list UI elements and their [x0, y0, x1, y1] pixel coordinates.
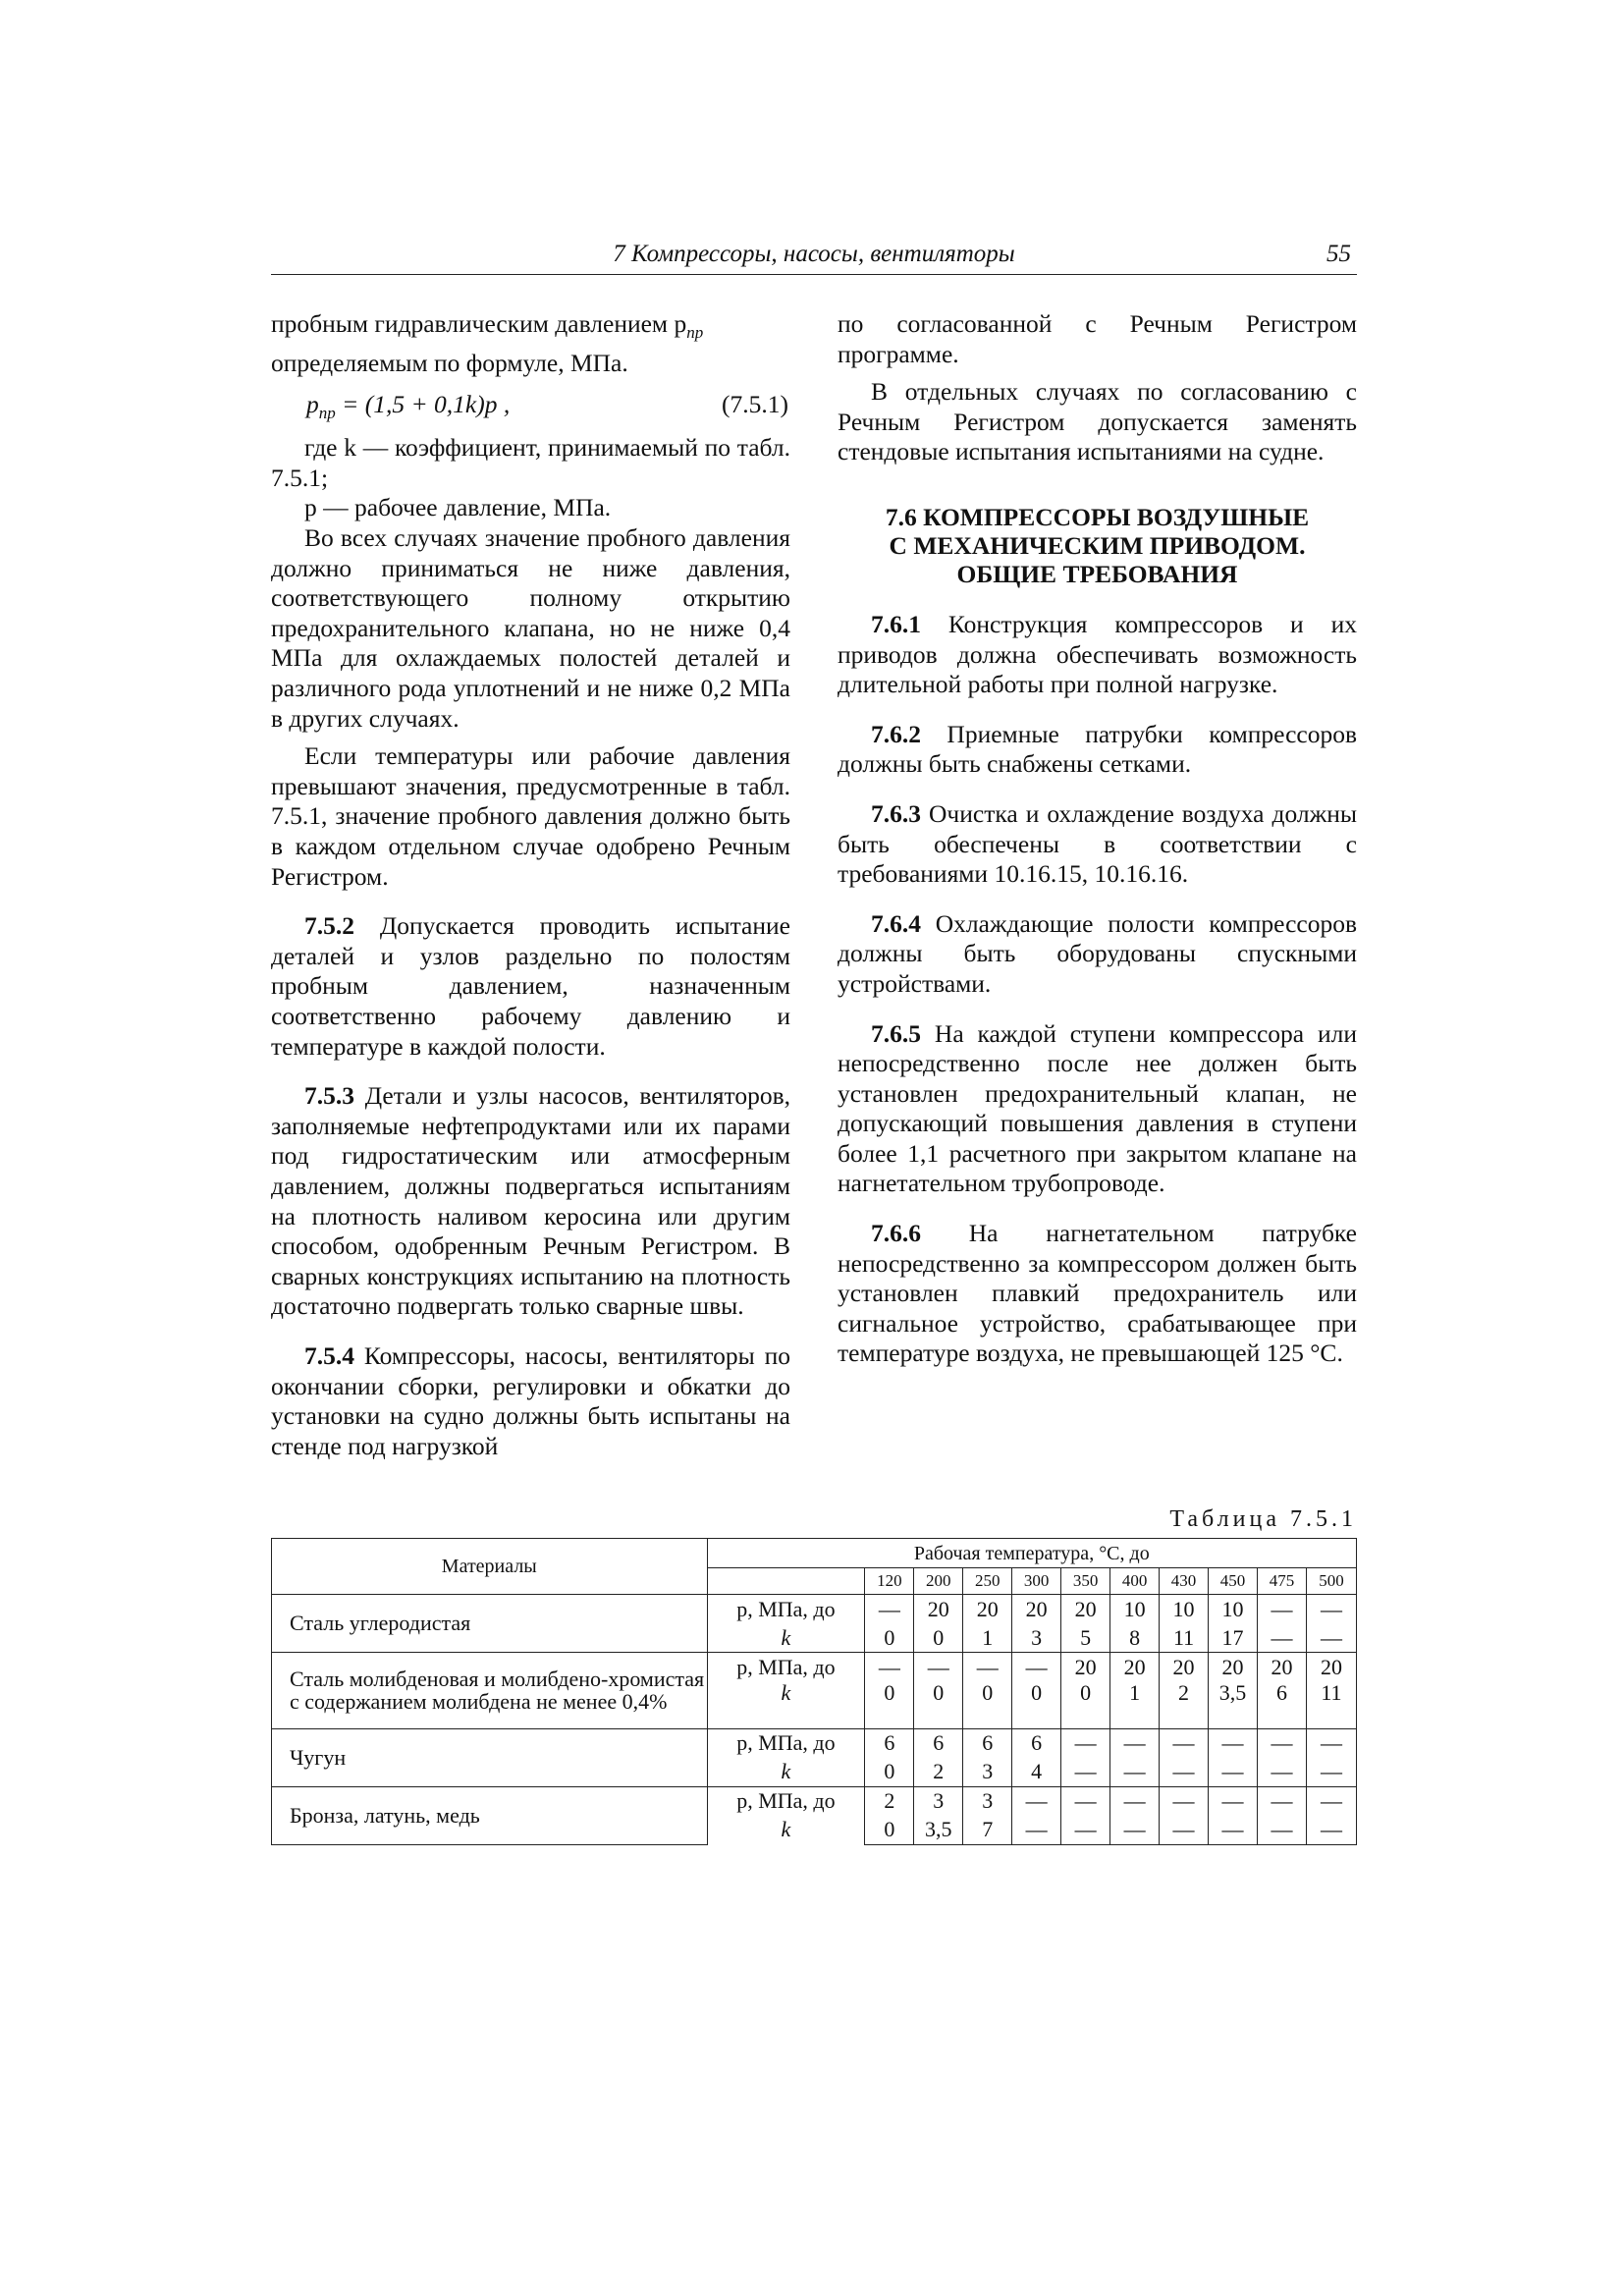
value-k-cell: 0: [1012, 1681, 1061, 1728]
temp-header-cell: 200: [914, 1568, 963, 1595]
clause-7-5-4: 7.5.4 Компрессоры, насосы, вентиляторы по окончании сборки, регулировки и обкатки до установки на судно должны быть испытаны на стенде под нагрузкой: [271, 1340, 790, 1460]
clause-7-6-4: 7.6.4 Охлаждающие полости компрессоров должны быть оборудованы спускными устройствами.: [838, 908, 1357, 998]
value-k-cell: —: [1110, 1758, 1160, 1787]
clause-7-6-1: 7.6.1 Конструкция компрессоров и их приводов должна обеспечивать возможность длительной работы при полной нагрузке.: [838, 609, 1357, 699]
right-column: [838, 309, 1357, 1369]
value-p-cell: 20: [1160, 1653, 1209, 1682]
value-k-cell: 0: [865, 1816, 914, 1845]
value-p-cell: 20: [1257, 1653, 1306, 1682]
value-p-cell: 20: [1061, 1595, 1110, 1624]
value-p-cell: 3: [963, 1786, 1012, 1816]
value-k-cell: 0: [963, 1681, 1012, 1728]
param-k-cell: k: [707, 1623, 865, 1653]
value-p-cell: 6: [963, 1728, 1012, 1758]
param-p-cell: p, МПа, до: [707, 1653, 865, 1682]
value-k-cell: 0: [914, 1681, 963, 1728]
paragraph-program: по согласованной с Речным Регистром программе.: [838, 309, 1357, 368]
value-p-cell: —: [1061, 1786, 1110, 1816]
formula-number: (7.5.1): [722, 390, 788, 419]
value-k-cell: —: [1257, 1816, 1306, 1845]
value-k-cell: —: [1257, 1623, 1306, 1653]
paragraph-all-cases: Во всех случаях значение пробного давления должно приниматься не ниже давления, соответствующего полному открытию предохранительного клапана, но не ниже 0,4 МПа для охлаждаемых полостей деталей и различного рода уплотнений и не ниже 0,2 МПа в других случаях.: [271, 523, 790, 733]
temp-header-cell: 450: [1209, 1568, 1258, 1595]
value-p-cell: 20: [1110, 1653, 1160, 1682]
clause-7-5-3: 7.5.3 Детали и узлы насосов, вентиляторов, заполняемые нефтепродуктами или их парами под гидростатическим или атмосферным давлением, должны подвергаться испытаниям на плотность наливом керосина или другим способом, одобренным Речным Регистром. В сварных конструкциях испытанию на плотность достаточно подвергать только сварные швы.: [271, 1081, 790, 1321]
value-p-cell: —: [963, 1653, 1012, 1682]
value-k-cell: 2: [1160, 1681, 1209, 1728]
value-p-cell: 20: [914, 1595, 963, 1624]
temp-header-cell: 120: [865, 1568, 914, 1595]
value-k-cell: —: [1306, 1623, 1356, 1653]
param-p-cell: p, МПа, до: [707, 1595, 865, 1624]
value-k-cell: 11: [1306, 1681, 1356, 1728]
page-header: [271, 239, 1357, 275]
value-p-cell: 20: [1012, 1595, 1061, 1624]
value-k-cell: 2: [914, 1758, 963, 1787]
header-materials: Материалы: [272, 1539, 708, 1595]
value-k-cell: 3,5: [914, 1816, 963, 1845]
value-k-cell: —: [1160, 1758, 1209, 1787]
value-p-cell: 6: [1012, 1728, 1061, 1758]
running-title: 7 Компрессоры, насосы, вентиляторы: [613, 241, 1015, 267]
value-k-cell: 1: [1110, 1681, 1160, 1728]
value-k-cell: 0: [865, 1681, 914, 1728]
temp-header-cell: 400: [1110, 1568, 1160, 1595]
value-p-cell: —: [1110, 1786, 1160, 1816]
value-p-cell: 6: [865, 1728, 914, 1758]
param-p-cell: p, МПа, до: [707, 1728, 865, 1758]
value-p-cell: —: [1257, 1786, 1306, 1816]
value-k-cell: —: [1257, 1758, 1306, 1787]
param-k-cell: k: [707, 1758, 865, 1787]
header-temperature: Рабочая температура, °C, до: [707, 1539, 1356, 1568]
where-k: где k — коэффициент, принимаемый по табл. 7.5.1;: [271, 433, 790, 492]
temp-header-cell: 430: [1160, 1568, 1209, 1595]
value-p-cell: —: [1257, 1728, 1306, 1758]
value-k-cell: 3: [963, 1758, 1012, 1787]
value-k-cell: 8: [1110, 1623, 1160, 1653]
section-heading-7-6: 7.6 КОМПРЕССОРЫ ВОЗДУШНЫЕ С МЕХАНИЧЕСКИМ ПРИВОДОМ. ОБЩИЕ ТРЕБОВАНИЯ: [885, 502, 1310, 588]
temp-header-cell: 300: [1012, 1568, 1061, 1595]
value-p-cell: —: [1061, 1728, 1110, 1758]
clause-7-6-3: 7.6.3 Очистка и охлаждение воздуха должны быть обеспечены в соответствии с требованиями 10.16.15, 10.16.16.: [838, 798, 1357, 889]
value-k-cell: 5: [1061, 1623, 1110, 1653]
value-p-cell: 2: [865, 1786, 914, 1816]
paragraph-intro: пробным гидравлическим давлением $p_{пр}$ определяемым по формуле, МПа.: [271, 309, 704, 377]
temp-header-cell: 475: [1257, 1568, 1306, 1595]
value-k-cell: —: [1209, 1758, 1258, 1787]
value-p-cell: —: [1160, 1786, 1209, 1816]
value-k-cell: 0: [1061, 1681, 1110, 1728]
value-k-cell: —: [1160, 1816, 1209, 1845]
left-column: [271, 309, 790, 1461]
value-k-cell: —: [1306, 1816, 1356, 1845]
param-k-cell: k: [707, 1681, 865, 1728]
value-p-cell: —: [1160, 1728, 1209, 1758]
clause-7-6-5: 7.6.5 На каждой ступени компрессора или непосредственно после нее должен быть установлен предохранительный клапан, не допускающий повышения давления в ступени более 1,1 расчетного при закрытом клапане на нагнетательном трубопроводе.: [838, 1018, 1357, 1198]
value-p-cell: —: [1306, 1728, 1356, 1758]
value-p-cell: —: [865, 1595, 914, 1624]
value-p-cell: —: [1012, 1786, 1061, 1816]
paragraph-special-cases: В отдельных случаях по согласованию с Речным Регистром допускается заменять стендовые испытания испытаниями на судне.: [838, 377, 1357, 466]
material-cell: Чугун: [272, 1728, 708, 1786]
value-k-cell: —: [1209, 1816, 1258, 1845]
value-k-cell: —: [1110, 1816, 1160, 1845]
value-k-cell: 17: [1209, 1623, 1258, 1653]
value-k-cell: 4: [1012, 1758, 1061, 1787]
value-p-cell: 3: [914, 1786, 963, 1816]
value-p-cell: 10: [1110, 1595, 1160, 1624]
value-p-cell: —: [1110, 1728, 1160, 1758]
value-p-cell: —: [1306, 1786, 1356, 1816]
value-k-cell: 6: [1257, 1681, 1306, 1728]
value-p-cell: —: [914, 1653, 963, 1682]
value-k-cell: 0: [865, 1758, 914, 1787]
value-p-cell: 20: [963, 1595, 1012, 1624]
value-k-cell: 1: [963, 1623, 1012, 1653]
value-k-cell: —: [1061, 1758, 1110, 1787]
value-k-cell: 0: [865, 1623, 914, 1653]
clause-7-6-2: 7.6.2 Приемные патрубки компрессоров должны быть снабжены сетками.: [838, 719, 1357, 779]
temp-header-cell: 250: [963, 1568, 1012, 1595]
value-k-cell: 0: [914, 1623, 963, 1653]
temp-header-cell: 500: [1306, 1568, 1356, 1595]
value-p-cell: 10: [1209, 1595, 1258, 1624]
value-p-cell: —: [1306, 1595, 1356, 1624]
value-k-cell: 3: [1012, 1623, 1061, 1653]
where-p: p — рабочее давление, МПа.: [304, 493, 612, 522]
value-p-cell: 20: [1209, 1653, 1258, 1682]
param-k-cell: k: [707, 1816, 865, 1845]
value-p-cell: 6: [914, 1728, 963, 1758]
value-k-cell: —: [1306, 1758, 1356, 1787]
material-cell: Сталь углеродистая: [272, 1595, 708, 1653]
value-k-cell: 3,5: [1209, 1681, 1258, 1728]
value-k-cell: —: [1061, 1816, 1110, 1845]
material-cell: Сталь молибденовая и молибдено-хромистая с содержанием молибдена не менее 0,4%: [272, 1653, 708, 1729]
value-p-cell: —: [1209, 1728, 1258, 1758]
value-k-cell: 7: [963, 1816, 1012, 1845]
value-p-cell: 20: [1061, 1653, 1110, 1682]
clause-7-5-2: 7.5.2 Допускается проводить испытание деталей и узлов раздельно по полостям пробным давлением, назначенным соответственно рабочему давлению и температуре в каждой полости.: [271, 911, 790, 1061]
value-k-cell: —: [1012, 1816, 1061, 1845]
paragraph-if-temperatures: Если температуры или рабочие давления превышают значения, предусмотренные в табл. 7.5.1, значение пробного давления должно быть в каждом отдельном случае одобрено Речным Регистром.: [271, 741, 790, 891]
table-7-5-1: [271, 1538, 1357, 1845]
page-number: 55: [1326, 241, 1351, 267]
value-k-cell: 11: [1160, 1623, 1209, 1653]
value-p-cell: —: [1257, 1595, 1306, 1624]
value-p-cell: —: [1012, 1653, 1061, 1682]
material-cell: Бронза, латунь, медь: [272, 1786, 708, 1844]
value-p-cell: —: [865, 1653, 914, 1682]
header-param-blank: [707, 1568, 865, 1595]
temp-header-cell: 350: [1061, 1568, 1110, 1595]
table-caption: Таблица 7.5.1: [1169, 1506, 1357, 1532]
clause-7-6-6: 7.6.6 На нагнетательном патрубке непосредственно за компрессором должен быть установлен плавкий предохранитель или сигнальное устройство, срабатывающее при температуре воздуха, не превышающей 125 °C.: [838, 1219, 1357, 1368]
param-p-cell: p, МПа, до: [707, 1786, 865, 1816]
value-p-cell: 10: [1160, 1595, 1209, 1624]
value-p-cell: —: [1209, 1786, 1258, 1816]
formula-7-5-1: $p_{пр} = (1,5 + 0,1k)p$ , (7.5.1): [306, 390, 788, 423]
value-p-cell: 20: [1306, 1653, 1356, 1682]
